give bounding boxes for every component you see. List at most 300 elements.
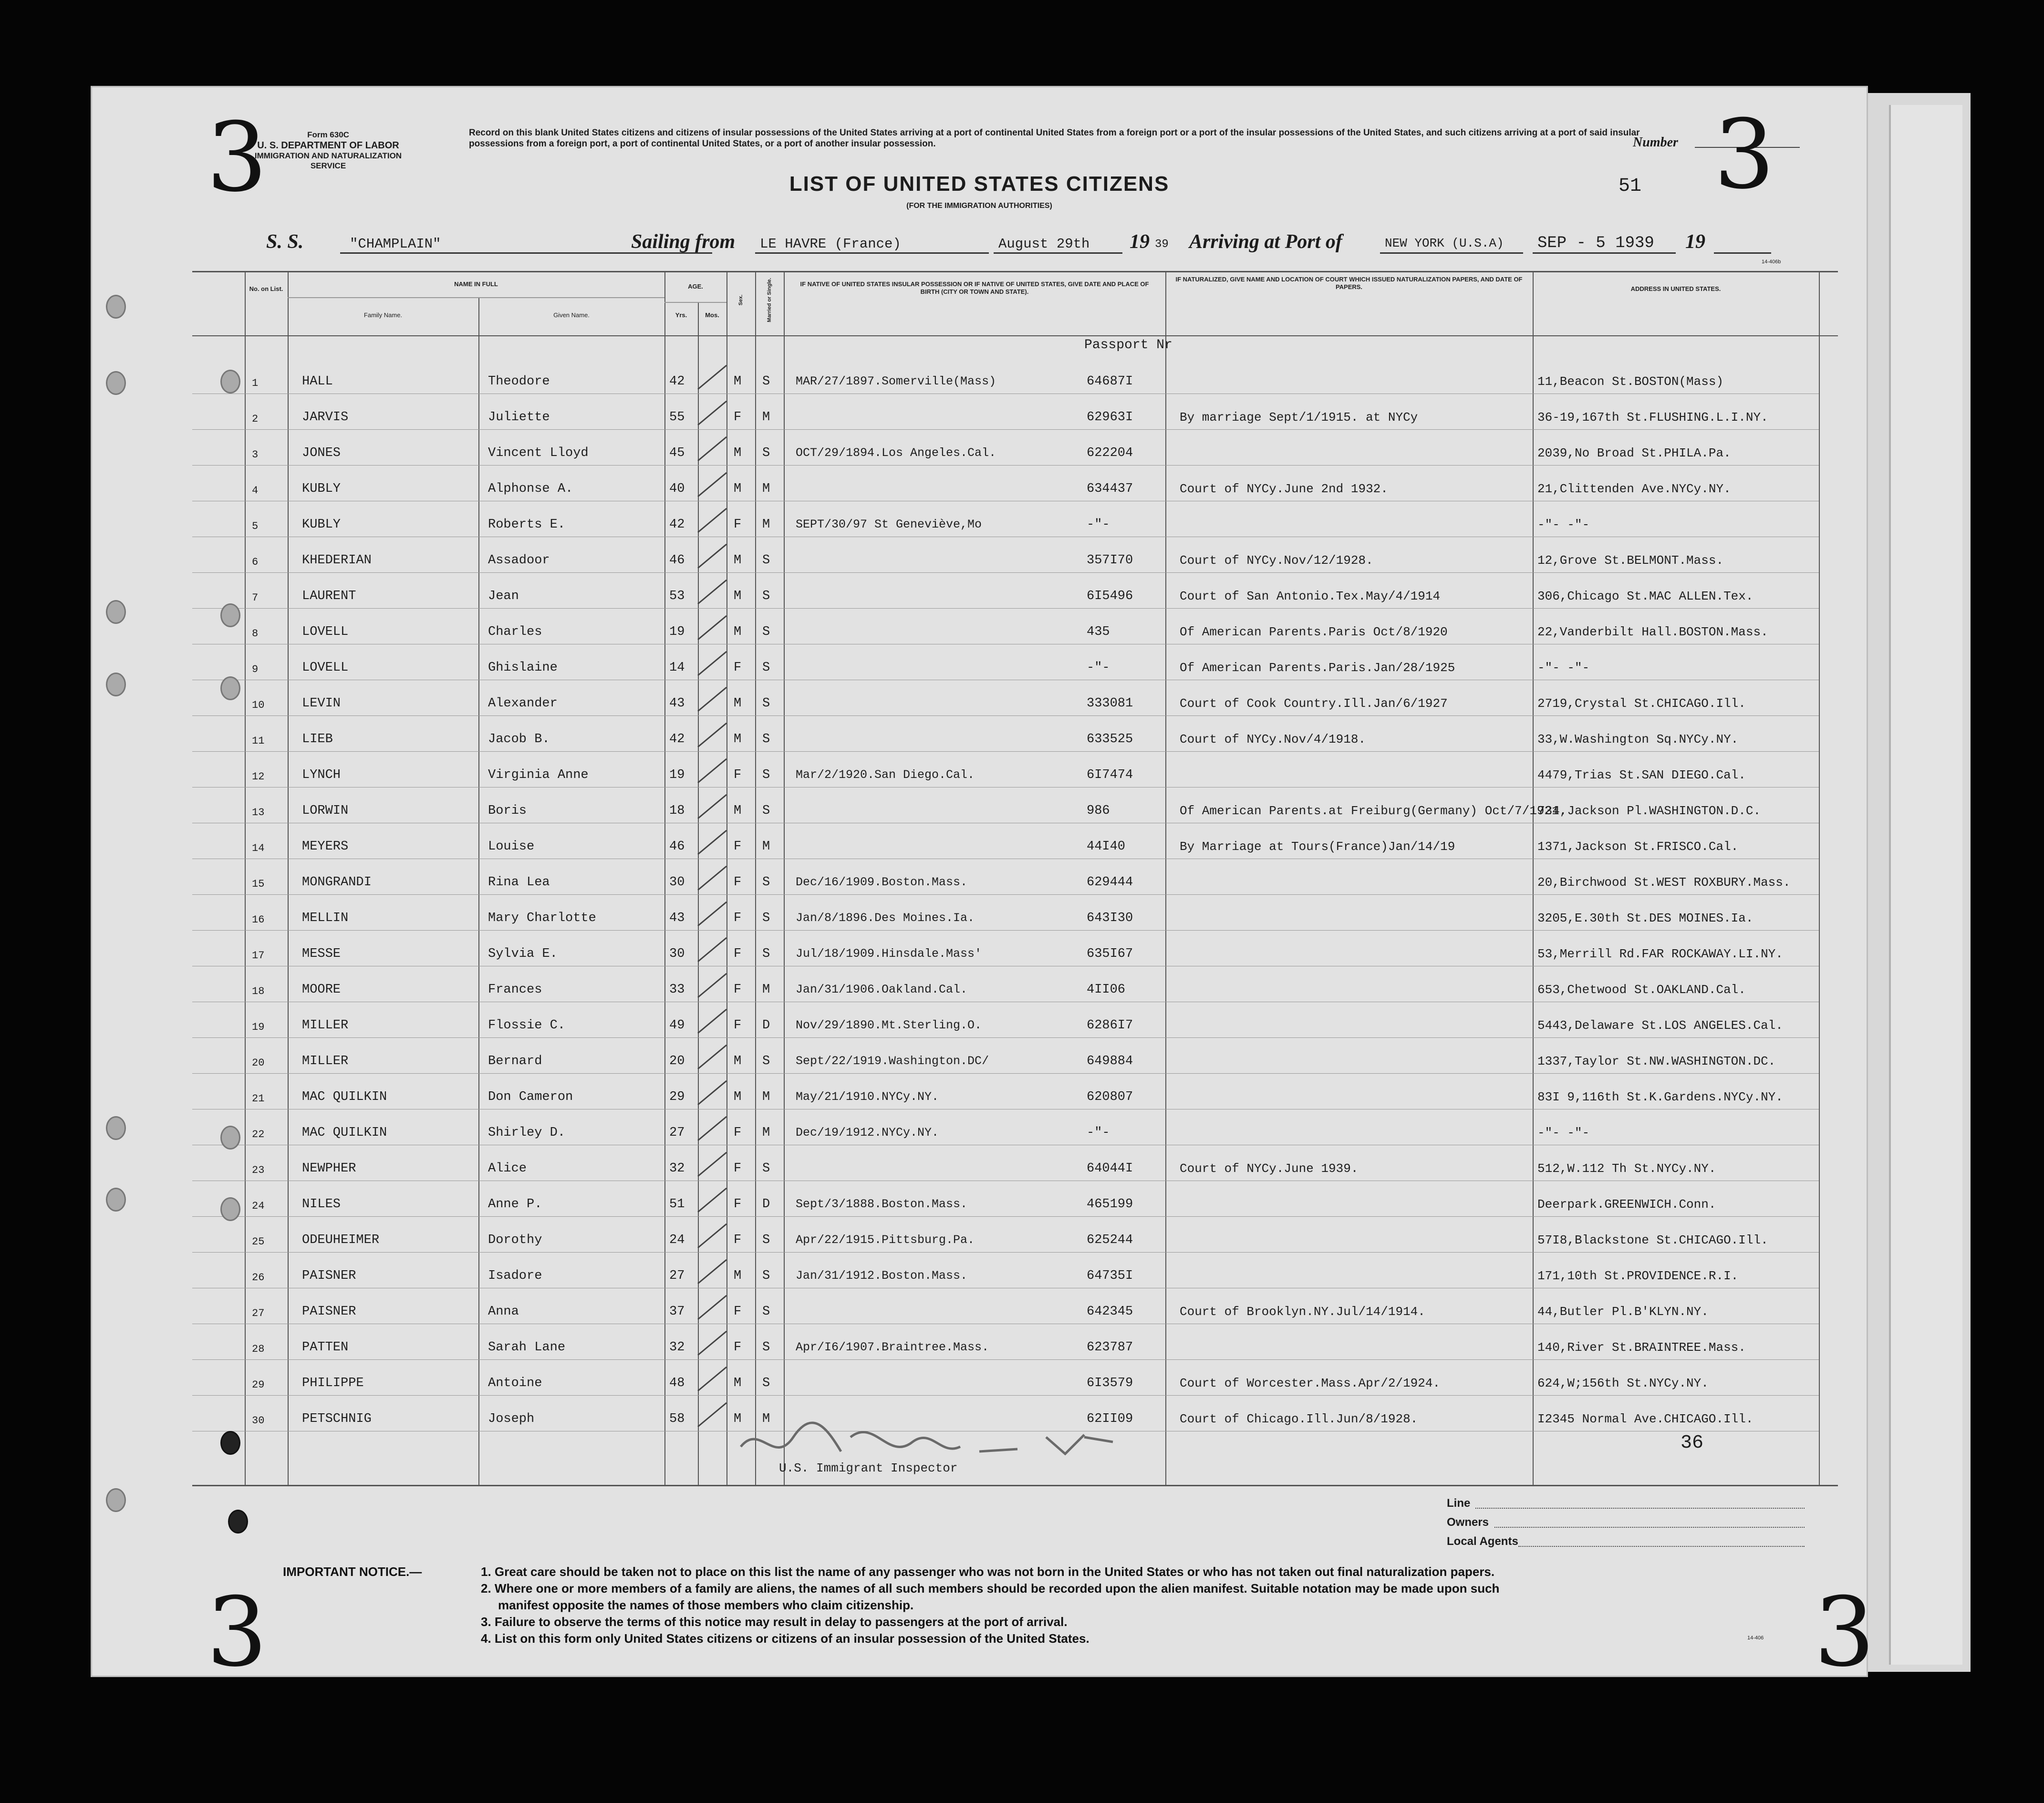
check-mark <box>693 1007 731 1040</box>
row-number: 11 <box>252 735 265 747</box>
sex: M <box>734 1054 742 1068</box>
local-agents-label: Local Agents <box>1447 1535 1518 1548</box>
service-name: IMMIGRATION AND NATURALIZATION SERVICE <box>254 151 402 170</box>
given-name: Sylvia E. <box>488 947 558 961</box>
us-address: 5443,Delaware St.LOS ANGELES.Cal. <box>1537 1018 1783 1033</box>
naturalization-court: Court of Cook Country.Ill.Jan/6/1927 <box>1180 696 1448 711</box>
marital-status: S <box>762 374 770 389</box>
birth-date-place: Nov/29/1890.Mt.Sterling.O. <box>796 1018 982 1032</box>
passport-number: 4II06 <box>1087 983 1126 997</box>
printer-code-top: 14-406b <box>1762 259 1781 265</box>
us-address: 653,Chetwood St.OAKLAND.Cal. <box>1537 983 1746 997</box>
row-rule <box>192 429 1819 430</box>
birth-date-place: Sept/22/1919.Washington.DC/ <box>796 1054 989 1068</box>
us-address: 1371,Jackson St.FRISCO.Cal. <box>1537 839 1739 854</box>
notice-item-2: 2. Where one or more members of a family are aliens, the names of all such members should be recorded upon the alien manifest. Suitable notation may be made upon such <box>481 1581 1500 1596</box>
binder-hole <box>220 1197 240 1221</box>
us-address: 44,Butler Pl.B'KLYN.NY. <box>1537 1305 1709 1319</box>
passport-number: 465199 <box>1087 1197 1133 1212</box>
col-divider-end <box>1819 271 1820 1485</box>
row-number: 3 <box>252 449 259 461</box>
row-rule <box>192 608 1819 609</box>
header-family-name: Family Name. <box>363 311 403 319</box>
marital-status: S <box>762 589 770 603</box>
passport-number: 44I40 <box>1087 839 1126 854</box>
department-name: U. S. DEPARTMENT OF LABOR <box>257 140 399 151</box>
family-name: PAISNER <box>302 1269 356 1283</box>
check-mark <box>693 792 731 826</box>
given-name: Juliette <box>488 410 550 425</box>
check-mark <box>693 399 731 432</box>
family-name: MEYERS <box>302 839 349 854</box>
binder-hole <box>106 371 126 395</box>
age-years: 55 <box>669 410 685 425</box>
owners-field <box>1494 1527 1805 1528</box>
sex: M <box>734 553 742 568</box>
given-name: Joseph <box>488 1412 535 1426</box>
marital-status: M <box>762 1090 770 1104</box>
date-underline <box>994 252 1122 254</box>
marital-status: M <box>762 1412 770 1426</box>
sex: F <box>734 875 742 890</box>
naturalization-court: By Marriage at Tours(France)Jan/14/19 <box>1180 839 1455 854</box>
row-rule <box>192 1395 1819 1396</box>
naturalization-court: Of American Parents.at Freiburg(Germany) Oct/7/1921. <box>1180 804 1567 818</box>
arriving-label: Arriving at Port of <box>1189 231 1342 253</box>
naturalization-court: Court of NYCy.Nov/4/1918. <box>1180 732 1366 746</box>
header-name-in-full: NAME IN FULL <box>454 280 498 288</box>
row-rule <box>192 751 1819 752</box>
passport-number: 629444 <box>1087 875 1133 890</box>
binder-hole <box>106 600 126 624</box>
us-address: 33,W.Washington Sq.NYCy.NY. <box>1537 732 1739 746</box>
us-address: 734,Jackson Pl.WASHINGTON.D.C. <box>1537 804 1761 818</box>
given-name: Shirley D. <box>488 1126 566 1140</box>
passport-number: 642345 <box>1087 1305 1133 1319</box>
naturalization-court: Of American Parents.Paris Oct/8/1920 <box>1180 625 1448 639</box>
marital-status: S <box>762 1376 770 1390</box>
us-address: 21,Clittenden Ave.NYCy.NY. <box>1537 482 1731 496</box>
age-years: 42 <box>669 518 685 532</box>
check-mark <box>693 506 731 539</box>
passport-number: 6I5496 <box>1087 589 1133 603</box>
col-divider-family <box>288 271 289 1485</box>
check-mark <box>693 1257 731 1291</box>
sex: F <box>734 1018 742 1033</box>
row-rule <box>192 930 1819 931</box>
header-sex: Sex. <box>738 294 744 306</box>
marital-status: S <box>762 696 770 711</box>
sex: M <box>734 589 742 603</box>
check-mark <box>693 363 731 396</box>
us-address: 140,River St.BRAINTREE.Mass. <box>1537 1340 1746 1355</box>
row-rule <box>192 787 1819 788</box>
check-mark <box>693 721 731 754</box>
marital-status: S <box>762 661 770 675</box>
us-address: -"- -"- <box>1537 1126 1590 1140</box>
birth-date-place: Apr/I6/1907.Braintree.Mass. <box>796 1340 989 1354</box>
birth-date-place: Jan/31/1912.Boston.Mass. <box>796 1269 968 1283</box>
age-years: 58 <box>669 1412 685 1426</box>
age-years: 42 <box>669 374 685 389</box>
age-years: 19 <box>669 768 685 782</box>
family-name: LOVELL <box>302 661 349 675</box>
age-years: 14 <box>669 661 685 675</box>
sex: F <box>734 1197 742 1212</box>
passport-number: 635I67 <box>1087 947 1133 961</box>
sailing-date: August 29th <box>998 236 1090 252</box>
age-years: 30 <box>669 947 685 961</box>
given-name: Roberts E. <box>488 518 566 532</box>
form-number-right: 3 <box>1714 99 1775 210</box>
ship-name: "CHAMPLAIN" <box>350 236 441 252</box>
given-name: Charles <box>488 625 542 639</box>
row-number: 25 <box>252 1236 265 1248</box>
age-years: 49 <box>669 1018 685 1033</box>
passport-number: 634437 <box>1087 482 1133 496</box>
manifest-page <box>91 86 1875 1688</box>
sailing-label: Sailing from <box>631 231 736 253</box>
family-name: MAC QUILKIN <box>302 1090 387 1104</box>
marital-status: S <box>762 1269 770 1283</box>
marital-status: S <box>762 911 770 925</box>
given-name: Alphonse A. <box>488 482 573 496</box>
sex: F <box>734 410 742 425</box>
row-rule <box>192 1216 1819 1217</box>
naturalization-court: Court of San Antonio.Tex.May/4/1914 <box>1180 589 1441 603</box>
birth-date-place: Dec/19/1912.NYCy.NY. <box>796 1126 939 1140</box>
row-number: 18 <box>252 985 265 997</box>
passport-number: 62II09 <box>1087 1412 1133 1426</box>
family-name: ODEUHEIMER <box>302 1233 380 1247</box>
sex: F <box>734 839 742 854</box>
year-suffix: 39 <box>1155 238 1169 251</box>
sex: M <box>734 1412 742 1426</box>
family-name: PHILIPPE <box>302 1376 364 1390</box>
given-name: Alice <box>488 1161 527 1176</box>
given-name: Louise <box>488 839 535 854</box>
age-years: 53 <box>669 589 685 603</box>
marital-status: D <box>762 1197 770 1212</box>
row-number: 30 <box>252 1415 265 1427</box>
instructions-text: Record on this blank United States citizens and citizens of insular possessions of the United States arriving at a port of continental United States from a foreign port or a port of the insular possessions of the United States, and such citizens arriving at a port of said insular possessions from a foreign port, a port of continental United States, or a port of another insular possession. <box>469 128 1640 149</box>
owners-label: Owners <box>1447 1516 1489 1529</box>
age-years: 46 <box>669 553 685 568</box>
check-mark <box>693 1043 731 1076</box>
form-no: Form 630C <box>307 130 349 139</box>
check-mark <box>693 935 731 969</box>
age-subheader-line <box>664 302 726 303</box>
row-rule <box>192 1252 1819 1253</box>
col-divider-ms <box>755 271 756 1485</box>
form-identifier <box>249 130 407 171</box>
notice-item-1: 1. Great care should be taken not to place on this list the name of any passenger who was not born in the United States or who has not taken out final naturalization papers. <box>481 1565 1495 1579</box>
row-number: 9 <box>252 663 259 675</box>
passport-number: 623787 <box>1087 1340 1133 1355</box>
passport-number: 625244 <box>1087 1233 1133 1247</box>
marital-status: S <box>762 732 770 746</box>
check-mark <box>693 756 731 790</box>
age-years: 32 <box>669 1161 685 1176</box>
table-top-border <box>192 271 1838 272</box>
year-underline <box>1714 252 1771 254</box>
binder-hole <box>220 1126 240 1150</box>
age-years: 32 <box>669 1340 685 1355</box>
birth-date-place: Sept/3/1888.Boston.Mass. <box>796 1197 968 1211</box>
binder-hole <box>220 676 240 700</box>
header-passport: Passport Nr <box>1084 338 1172 352</box>
family-name: LORWIN <box>302 804 349 818</box>
family-name: LIEB <box>302 732 333 746</box>
check-mark <box>693 1293 731 1326</box>
row-rule <box>192 1037 1819 1038</box>
row-number: 12 <box>252 771 265 783</box>
col-divider-given <box>478 297 479 1485</box>
us-address: I2345 Normal Ave.CHICAGO.Ill. <box>1537 1412 1753 1426</box>
given-name: Frances <box>488 983 542 997</box>
check-mark <box>693 1186 731 1219</box>
age-years: 27 <box>669 1126 685 1140</box>
given-name: Boris <box>488 804 527 818</box>
passport-number: 986 <box>1087 804 1110 818</box>
ss-label: S. S. <box>266 231 304 253</box>
sex: F <box>734 911 742 925</box>
header-mos: Mos. <box>705 311 719 319</box>
given-name: Mary Charlotte <box>488 911 596 925</box>
given-name: Rina Lea <box>488 875 550 890</box>
check-mark <box>693 1150 731 1183</box>
family-name: PETSCHNIG <box>302 1412 372 1426</box>
sex: F <box>734 768 742 782</box>
us-address: 512,W.112 Th St.NYCy.NY. <box>1537 1161 1716 1176</box>
marital-status: M <box>762 1126 770 1140</box>
row-rule <box>192 1359 1819 1360</box>
given-name: Alexander <box>488 696 558 711</box>
naturalization-court: Court of Chicago.Ill.Jun/8/1928. <box>1180 1412 1418 1426</box>
row-number: 21 <box>252 1093 265 1105</box>
check-mark <box>693 470 731 504</box>
sex: M <box>734 696 742 711</box>
marital-status: S <box>762 804 770 818</box>
row-number: 26 <box>252 1272 265 1284</box>
printer-code-bottom: 14-406 <box>1747 1635 1764 1641</box>
family-name: MONGRANDI <box>302 875 372 890</box>
passport-number: 6I7474 <box>1087 768 1133 782</box>
given-name: Virginia Anne <box>488 768 589 782</box>
row-number: 15 <box>252 878 265 890</box>
row-number: 14 <box>252 842 265 854</box>
us-address: 624,W;156th St.NYCy.NY. <box>1537 1376 1709 1390</box>
given-name: Jean <box>488 589 519 603</box>
row-rule <box>192 715 1819 716</box>
age-years: 42 <box>669 732 685 746</box>
birth-date-place: MAR/27/1897.Somerville(Mass) <box>796 374 996 388</box>
marital-status: S <box>762 553 770 568</box>
header-address: ADDRESS IN UNITED STATES. <box>1630 285 1721 292</box>
passport-number: 649884 <box>1087 1054 1133 1068</box>
notice-item-3: 3. Failure to observe the terms of this notice may result in delay to passengers at the port of arrival. <box>481 1615 1068 1629</box>
binder-hole <box>228 1510 248 1534</box>
row-number: 17 <box>252 950 265 962</box>
given-name: Isadore <box>488 1269 542 1283</box>
sex: M <box>734 482 742 496</box>
passport-number: 333081 <box>1087 696 1133 711</box>
header-native: IF NATIVE OF UNITED STATES INSULAR POSSESSION OR IF NATIVE OF UNITED STATES, GIVE DATE AND PLACE OF BIRTH (CITY OR TOWN AND STATE). <box>800 280 1149 296</box>
family-name: KUBLY <box>302 482 341 496</box>
given-name: Theodore <box>488 374 550 389</box>
row-number: 16 <box>252 914 265 926</box>
family-name: NEWPHER <box>302 1161 356 1176</box>
marital-status: S <box>762 1054 770 1068</box>
binder-hole <box>106 673 126 696</box>
row-number: 24 <box>252 1200 265 1212</box>
marital-status: D <box>762 1018 770 1033</box>
age-years: 19 <box>669 625 685 639</box>
passport-number: 64687I <box>1087 374 1133 389</box>
sex: M <box>734 1376 742 1390</box>
passport-number: 633525 <box>1087 732 1133 746</box>
marital-status: M <box>762 410 770 425</box>
header-married-single: Married or Single. <box>767 278 772 322</box>
page-total: 36 <box>1681 1432 1704 1454</box>
age-years: 30 <box>669 875 685 890</box>
sex: M <box>734 804 742 818</box>
sex: M <box>734 732 742 746</box>
sex: F <box>734 1126 742 1140</box>
row-rule <box>192 894 1819 895</box>
sex: M <box>734 374 742 389</box>
row-rule <box>192 1073 1819 1074</box>
col-divider-age <box>664 271 665 1485</box>
family-name: MILLER <box>302 1054 349 1068</box>
local-agents-field <box>1518 1546 1805 1547</box>
notice-heading: IMPORTANT NOTICE.— <box>283 1565 422 1579</box>
us-address: Deerpark.GREENWICH.Conn. <box>1537 1197 1716 1212</box>
age-years: 43 <box>669 911 685 925</box>
row-rule <box>192 572 1819 573</box>
us-address: -"- -"- <box>1537 518 1590 532</box>
family-name: MAC QUILKIN <box>302 1126 387 1140</box>
header-given-name: Given Name. <box>553 311 590 319</box>
passport-number: 62963I <box>1087 410 1133 425</box>
marital-status: S <box>762 1340 770 1355</box>
line-field <box>1475 1508 1805 1509</box>
list-title: LIST OF UNITED STATES CITIZENS <box>789 172 1170 196</box>
us-address: 171,10th St.PROVIDENCE.R.I. <box>1537 1269 1739 1283</box>
marital-status: M <box>762 518 770 532</box>
family-name: LOVELL <box>302 625 349 639</box>
marital-status: M <box>762 482 770 496</box>
age-years: 43 <box>669 696 685 711</box>
birth-date-place: Dec/16/1909.Boston.Mass. <box>796 875 968 889</box>
form-number-left: 3 <box>207 102 268 213</box>
naturalization-court: Court of NYCy.June 2nd 1932. <box>1180 482 1388 496</box>
row-number: 29 <box>252 1379 265 1391</box>
passport-number: 64044I <box>1087 1161 1133 1176</box>
sailing-from: LE HAVRE (France) <box>760 236 901 252</box>
binder-hole <box>106 1188 126 1212</box>
birth-date-place: Apr/22/1915.Pittsburg.Pa. <box>796 1233 975 1247</box>
naturalization-court: Court of Brooklyn.NY.Jul/14/1914. <box>1180 1305 1425 1319</box>
marital-status: S <box>762 446 770 460</box>
col-divider-no <box>245 271 246 1485</box>
sex: M <box>734 1090 742 1104</box>
passport-number: -"- <box>1087 661 1110 675</box>
passport-number: 357I70 <box>1087 553 1133 568</box>
us-address: 2719,Crystal St.CHICAGO.Ill. <box>1537 696 1746 711</box>
check-mark <box>693 1329 731 1362</box>
passport-number: 643I30 <box>1087 911 1133 925</box>
table-bottom-border <box>192 1485 1838 1486</box>
row-number: 19 <box>252 1021 265 1033</box>
us-address: 57I8,Blackstone St.CHICAGO.Ill. <box>1537 1233 1768 1247</box>
passport-number: -"- <box>1087 518 1110 532</box>
row-number: 23 <box>252 1164 265 1176</box>
birth-date-place: Jan/31/1906.Oakland.Cal. <box>796 983 968 996</box>
age-years: 29 <box>669 1090 685 1104</box>
family-name: MESSE <box>302 947 341 961</box>
age-years: 40 <box>669 482 685 496</box>
us-address: 3205,E.30th St.DES MOINES.Ia. <box>1537 911 1753 925</box>
sex: F <box>734 1233 742 1247</box>
header-age: AGE. <box>688 283 703 290</box>
birth-date-place: SEPT/30/97 St Geneviève,Mo <box>796 518 982 531</box>
row-number: 1 <box>252 377 259 389</box>
row-number: 8 <box>252 628 259 640</box>
passport-number: -"- <box>1087 1126 1110 1140</box>
notice-list <box>481 1564 1816 1647</box>
birth-date-place: Jan/8/1896.Des Moines.Ia. <box>796 911 975 925</box>
age-years: 48 <box>669 1376 685 1390</box>
check-mark <box>693 578 731 611</box>
given-name: Anne P. <box>488 1197 542 1212</box>
family-name: LAURENT <box>302 589 356 603</box>
row-number: 27 <box>252 1307 265 1319</box>
row-number: 20 <box>252 1057 265 1069</box>
inspector-title: U.S. Immigrant Inspector <box>779 1461 958 1475</box>
check-mark <box>693 1078 731 1112</box>
marital-status: M <box>762 983 770 997</box>
check-mark <box>693 1400 731 1434</box>
sailing-underline <box>755 252 989 254</box>
us-address: 1337,Taylor St.NW.WASHINGTON.DC. <box>1537 1054 1776 1068</box>
sex: F <box>734 1161 742 1176</box>
row-number: 4 <box>252 485 259 497</box>
check-mark <box>693 649 731 683</box>
sex: M <box>734 446 742 460</box>
arrival-date: SEP - 5 1939 <box>1537 234 1654 252</box>
check-mark <box>693 864 731 897</box>
sex: F <box>734 983 742 997</box>
passport-number: 435 <box>1087 625 1110 639</box>
marital-status: S <box>762 625 770 639</box>
family-name: MELLIN <box>302 911 349 925</box>
given-name: Jacob B. <box>488 732 550 746</box>
col-divider-native <box>784 271 785 1485</box>
sex: F <box>734 518 742 532</box>
age-years: 33 <box>669 983 685 997</box>
us-address: -"- -"- <box>1537 661 1590 675</box>
us-address: 36-19,167th St.FLUSHING.L.I.NY. <box>1537 410 1768 425</box>
us-address: 12,Grove St.BELMONT.Mass. <box>1537 553 1724 568</box>
row-number: 2 <box>252 413 259 425</box>
row-number: 28 <box>252 1343 265 1355</box>
family-name: KHEDERIAN <box>302 553 372 568</box>
check-mark <box>693 971 731 1005</box>
given-name: Don Cameron <box>488 1090 573 1104</box>
us-address: 20,Birchwood St.WEST ROXBURY.Mass. <box>1537 875 1791 890</box>
us-address: 22,Vanderbilt Hall.BOSTON.Mass. <box>1537 625 1768 639</box>
